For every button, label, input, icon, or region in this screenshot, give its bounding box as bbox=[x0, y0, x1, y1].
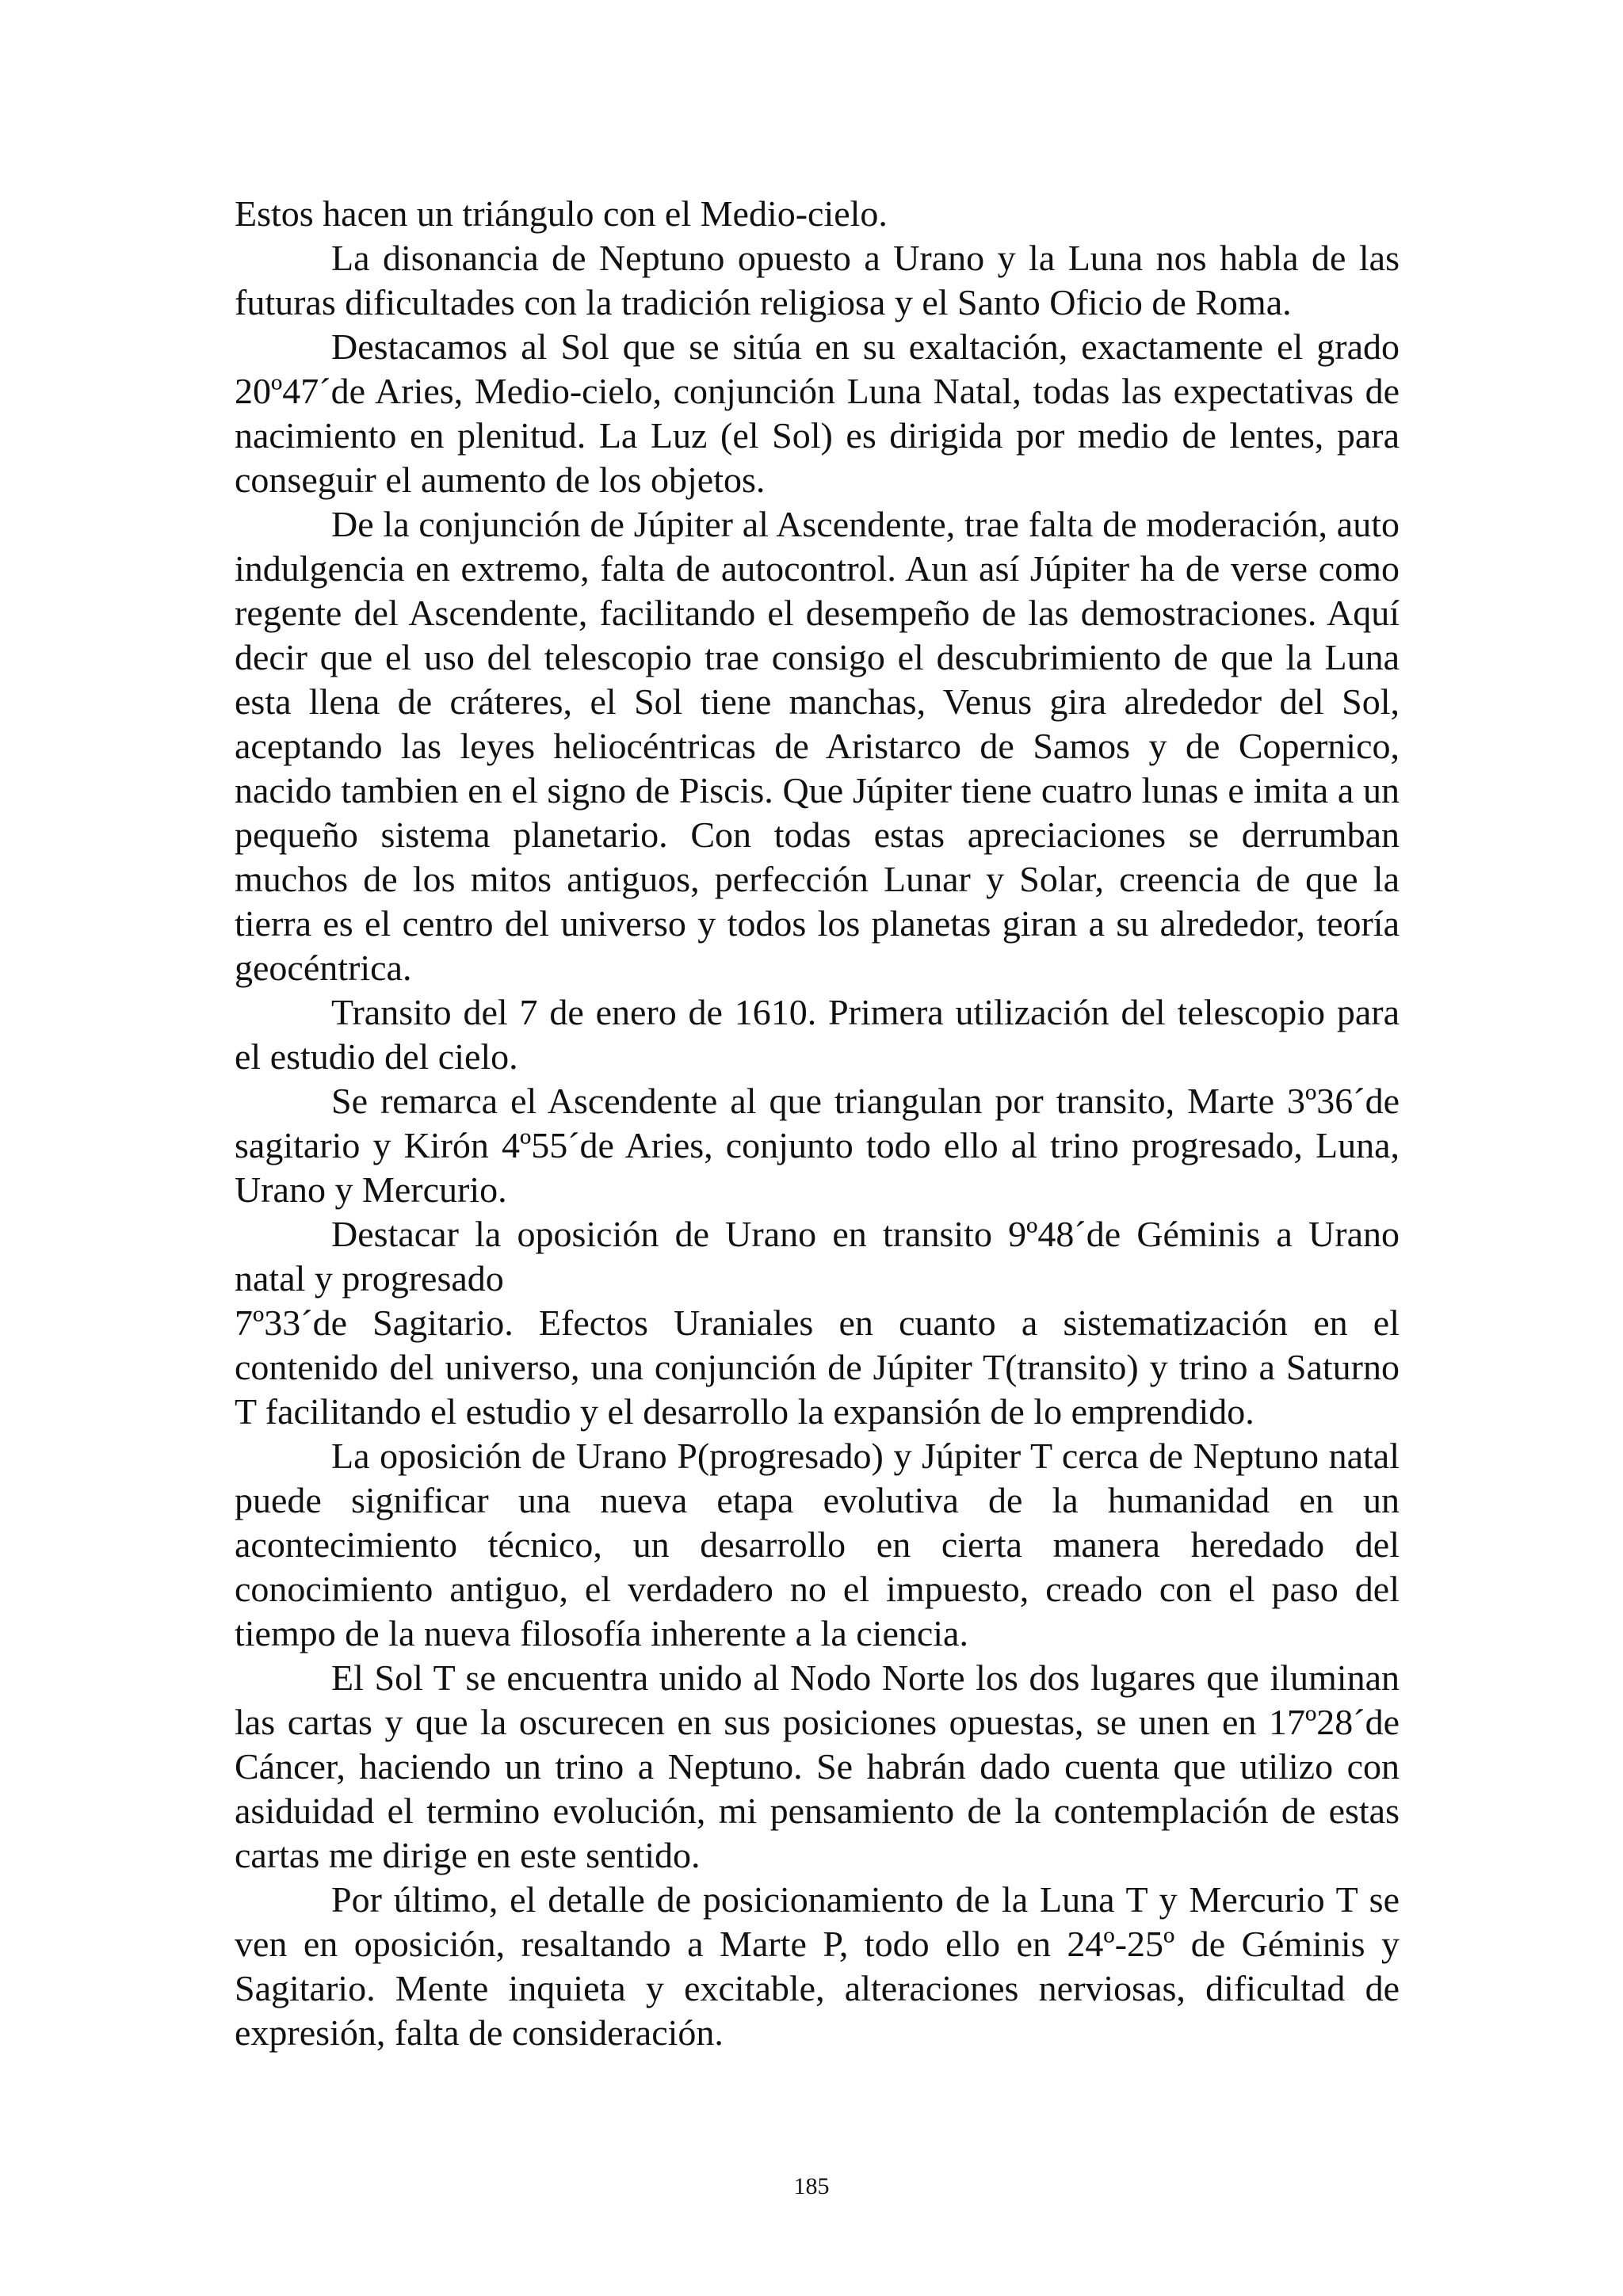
paragraph-1: Estos hacen un triángulo con el Medio-cielo. bbox=[235, 193, 888, 234]
paragraph-2: La disonancia de Neptuno opuesto a Urano y la Luna nos habla de las futuras dificultades con la tradición religiosa y el Santo Oficio de Roma. bbox=[235, 238, 1400, 322]
paragraph-3: Destacamos al Sol que se sitúa en su exaltación, exactamente el grado 20º47´de Aries, Medio-cielo, conjunción Luna Natal, todas las expectativas de nacimiento en plenitud. La Luz (el Sol) es dirigida por medio de lentes, para conseguir el aumento de los objetos. bbox=[235, 326, 1400, 500]
body-text bbox=[235, 192, 1400, 2055]
paragraph-6: Se remarca el Ascendente al que triangulan por transito, Marte 3º36´de sagitario y Kirón 4º55´de Aries, conjunto todo ello al trino progresado, Luna, Urano y Mercurio. bbox=[235, 1081, 1400, 1210]
paragraph-9: La oposición de Urano P(progresado) y Júpiter T cerca de Neptuno natal puede significar una nueva etapa evolutiva de la humanidad en un acontecimiento técnico, un desarrollo en cierta manera heredado del conocimiento antiguo, el verdadero no el impuesto, creado con el paso del tiempo de la nueva filosofía inherente a la ciencia. bbox=[235, 1436, 1400, 1653]
paragraph-4: De la conjunción de Júpiter al Ascendente, trae falta de moderación, auto indulgencia en extremo, falta de autocontrol. Aun así Júpiter ha de verse como regente del Ascendente, facilitando el desempeño de las demostraciones. Aquí decir que el uso del telescopio trae consigo el descubrimiento de que la Luna esta llena de cráteres, el Sol tiene manchas, Venus gira alrededor del Sol, aceptando las leyes heliocéntricas de Aristarco de Samos y de Copernico, nacido tambien en el signo de Piscis. Que Júpiter tiene cuatro lunas e imita a un pequeño sistema planetario. Con todas estas apreciaciones se derrumban muchos de los mitos antiguos, perfección Lunar y Solar, creencia de que la tierra es el centro del universo y todos los planetas giran a su alrededor, teoría geocéntrica. bbox=[235, 504, 1400, 988]
paragraph-11: Por último, el detalle de posicionamiento de la Luna T y Mercurio T se ven en oposición, resaltando a Marte P, todo ello en 24º-25º de Géminis y Sagitario. Mente inquieta y excitable, alteraciones nerviosas, dificultad de expresión, falta de consideración. bbox=[235, 1879, 1400, 2053]
paragraph-5: Transito del 7 de enero de 1610. Primera utilización del telescopio para el estudio del cielo. bbox=[235, 992, 1400, 1077]
paragraph-7: Destacar la oposición de Urano en transito 9º48´de Géminis a Urano natal y progresado bbox=[235, 1214, 1400, 1299]
paragraph-10: El Sol T se encuentra unido al Nodo Norte los dos lugares que iluminan las cartas y que la oscurecen en sus posiciones opuestas, se unen en 17º28´de Cáncer, haciendo un trino a Neptuno. Se habrán dado cuenta que utilizo con asiduidad el termino evolución, mi pensamiento de la contemplación de estas cartas me dirige en este sentido. bbox=[235, 1657, 1400, 1875]
page-number: 185 bbox=[793, 2173, 830, 2199]
paragraph-8: 7º33´de Sagitario. Efectos Uraniales en cuanto a sistematización en el contenido del universo, una conjunción de Júpiter T(transito) y trino a Saturno T facilitando el estudio y el desarrollo la expansión de lo emprendido. bbox=[235, 1302, 1400, 1432]
